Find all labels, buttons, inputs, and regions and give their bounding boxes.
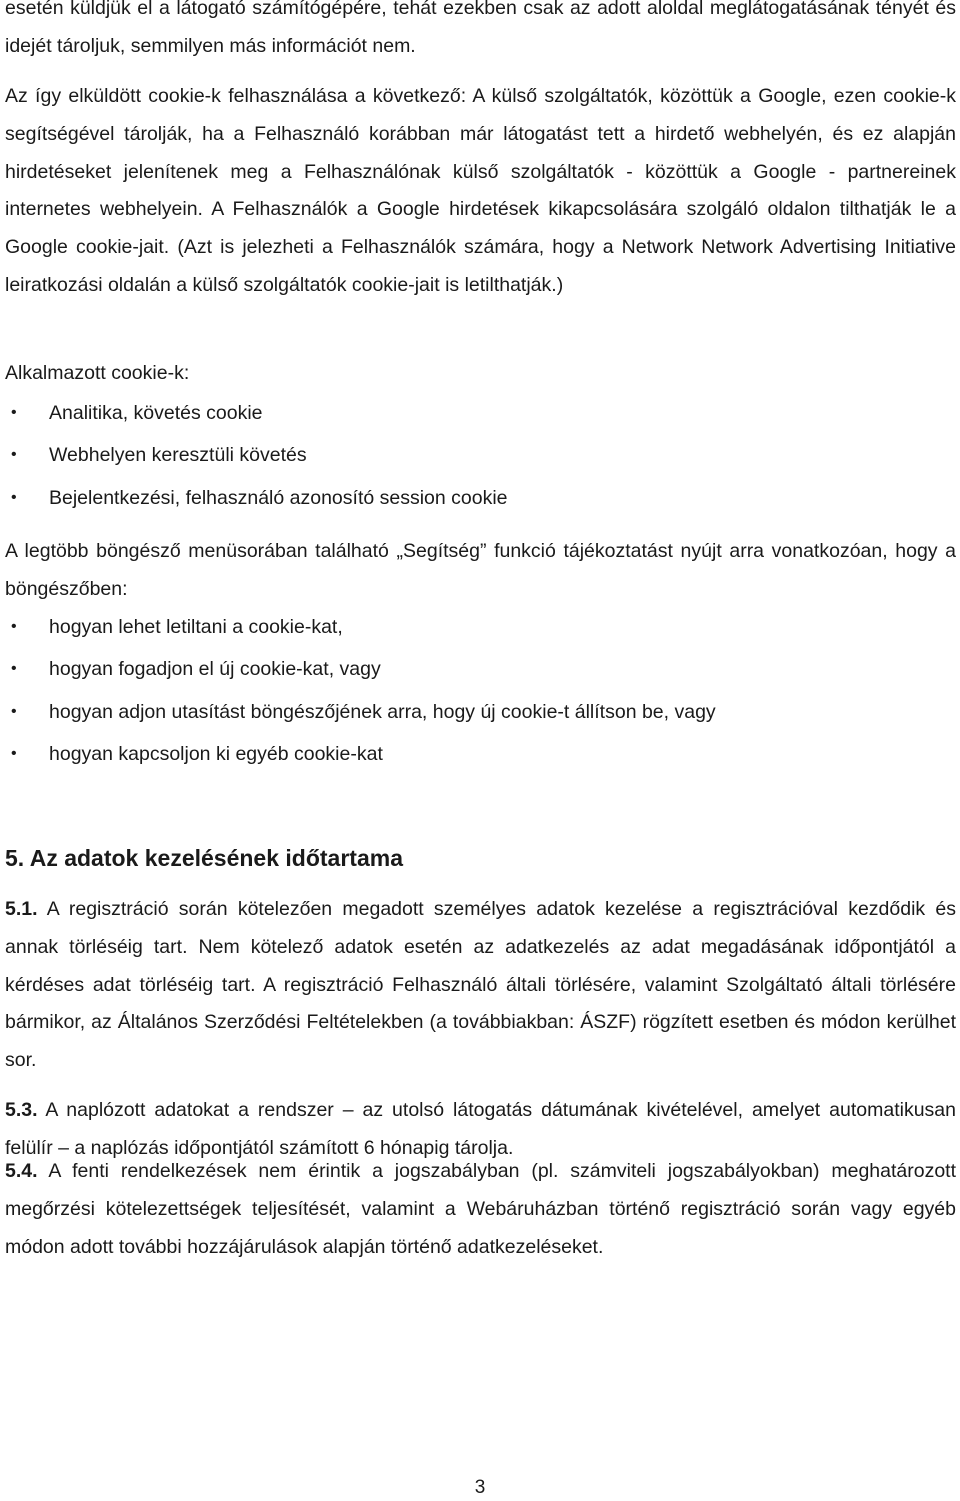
list-item: • Bejelentkezési, felhasználó azonosító session cookie (5, 477, 956, 519)
section-heading: 5. Az adatok kezelésének időtartama (5, 845, 403, 871)
clause-text: A naplózott adatokat a rendszer – az utolsó látogatás dátumának kivételével, amelyet automatikusan felülír – a naplózás időpontjától számított 6 hónapig tárolja. (5, 1099, 956, 1159)
bullet-icon: • (11, 744, 17, 762)
list-item: • hogyan fogadjon el új cookie-kat, vagy (5, 648, 956, 690)
cookie-usage-paragraph: Az így elküldött cookie-k felhasználása a következő: A külső szolgáltatók, közöttük a Google, ezen cookie-k segítségével tárolják, ha a Felhasználó korábban már látogatást tett a hirdető webhelyén, és ez alapján hirdetéseket jelenítenek meg a Felhasználónak külső szolgáltatók - közöttük a Google - partnereinek internetes webhelyein. A Felhasználók a Google hirdetések kikapcsolására szolgáló oldalon tilthatják le a Google cookie-jait. (Azt is jelezheti a Felhasználók számára, hogy a Network Network Advertising Initiative leiratkozási oldalán a külső szolgáltatók cookie-jait is letilthatják.) (5, 85, 956, 296)
applied-cookies-label: Alkalmazott cookie-k: (5, 362, 190, 384)
clause-number: 5.1. (5, 898, 38, 920)
clause-5-1 (5, 891, 956, 1080)
clause-text: A regisztráció során kötelezően megadott személyes adatok kezelése a regisztrációval kezdődik és annak törléséig tart. Nem kötelező adatok esetén az adatkezelés az adat megadásának időpontjától a kérdéses adat törléséig tart. A regisztráció Felhasználó általi törlésére, valamint Szolgáltató általi törlésére bármikor, az Általános Szerződési Feltételekben (a továbbiakban: ÁSZF) rögzített esetben és módon kerülhet sor. (5, 898, 957, 1072)
bullet-icon: • (11, 660, 17, 678)
applied-cookies-list (5, 392, 956, 519)
list-item: • Analitika, követés cookie (5, 392, 956, 434)
bullet-icon: • (11, 446, 17, 464)
list-item: • hogyan lehet letiltani a cookie-kat, (5, 606, 956, 648)
bullet-icon: • (11, 702, 17, 720)
clause-number: 5.3. (5, 1099, 38, 1121)
browser-help-paragraph: A legtöbb böngésző menüsorában található „Segítség” funkció tájékoztatást nyújt arra vonatkozóan, hogy a böngészőben: (5, 540, 956, 600)
clause-5-4 (5, 1153, 956, 1266)
clause-text: A fenti rendelkezések nem érintik a jogszabályban (pl. számviteli jogszabályokban) meghatározott megőrzési kötelezettségek teljesítését, valamint a Webáruházban történő regisztráció során vagy egyéb módon adott további hozzájárulások alapján történő adatkezeléseket. (5, 1160, 957, 1258)
list-item: • hogyan kapcsoljon ki egyéb cookie-kat (5, 733, 956, 775)
bullet-icon: • (11, 488, 17, 506)
page-number: 3 (474, 1477, 486, 1498)
list-item: • Webhelyen keresztüli követés (5, 434, 956, 476)
bullet-icon: • (11, 618, 17, 635)
clause-number: 5.4. (5, 1160, 38, 1182)
browser-help-list (5, 606, 956, 775)
bullet-icon: • (11, 404, 17, 421)
top-paragraph: esetén küldjük el a látogató számítógépére, tehát ezekben csak az adott aloldal meglátogatásának tényét és idejét tároljuk, semmilyen más információt nem. (5, 0, 956, 57)
list-item: • hogyan adjon utasítást böngészőjének arra, hogy új cookie-t állítson be, vagy (5, 691, 956, 733)
